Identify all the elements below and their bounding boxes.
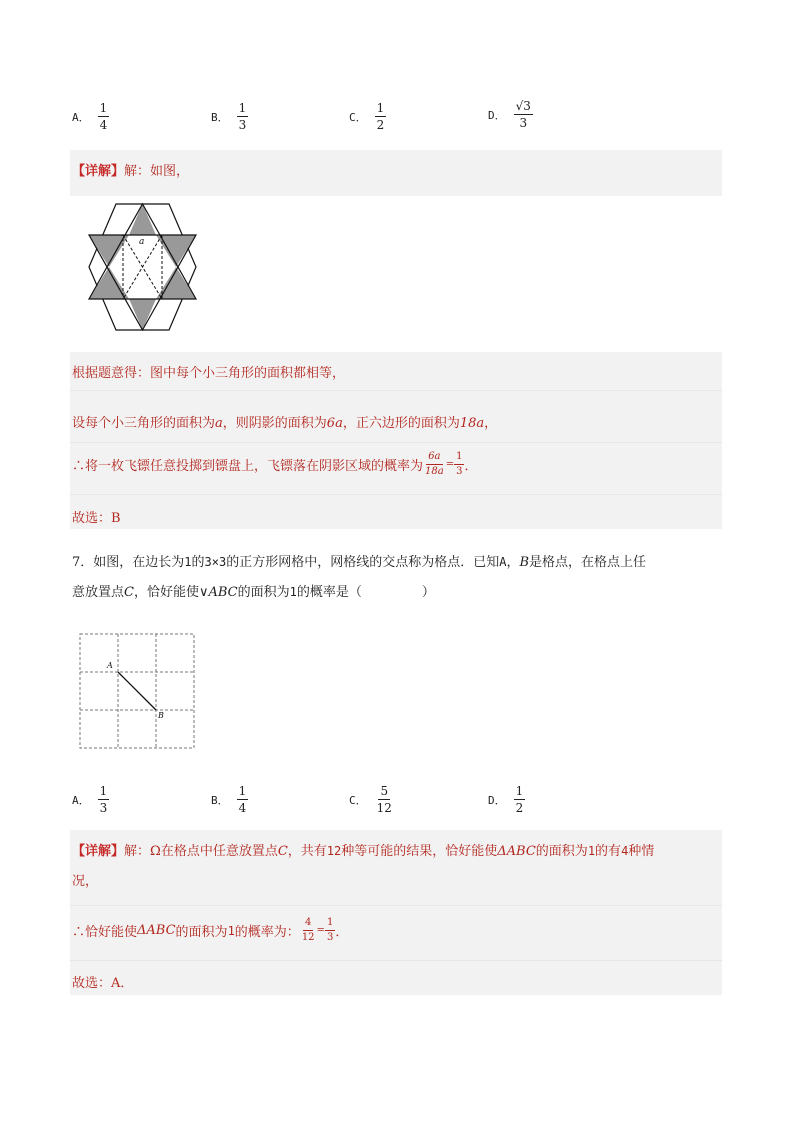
- q6-answer: 故选：B: [72, 511, 121, 526]
- q6-option-a: [72, 102, 109, 131]
- fraction: $\frac{6a}{18a}$: [425, 451, 444, 477]
- option-letter: C．: [349, 793, 367, 807]
- q7-solution-line3: ∴恰好能使 ΔABC 的面积为 1 的概率为： $\frac{4}{12}$ = $\frac{1}{3}$ ．: [72, 917, 349, 943]
- hexagram-figure: [72, 197, 213, 338]
- q6-option-d: [488, 100, 533, 129]
- divider: [70, 494, 722, 495]
- q6-solution-line3: ∴将一枚飞镖任意投掷到镖盘上，飞镖落在阴影区域的概率为 $\frac{6a}{18a}$ = $\frac{1}{3}$ ．: [72, 451, 478, 477]
- q6-solution-line1: 根据题意得：图中每个小三角形的面积都相等，: [72, 366, 346, 381]
- option-letter: B．: [211, 110, 229, 124]
- option-fraction: $\frac{1}{3}$: [238, 101, 247, 132]
- option-fraction: $\frac{1}{4}$: [238, 784, 247, 815]
- solution-tag: 【详解】: [72, 844, 125, 859]
- grid-figure: [78, 632, 196, 750]
- point-label-a: A: [107, 661, 113, 670]
- q7-solution-line2: 况，: [72, 874, 99, 889]
- option-fraction: $\frac{1}{2}$: [515, 784, 524, 815]
- q7-option-a: [72, 785, 109, 814]
- q7-option-d: [488, 785, 525, 814]
- divider: [70, 442, 722, 443]
- option-letter: C．: [349, 110, 367, 124]
- divider: [70, 905, 722, 906]
- q7-answer: 故选：A．: [72, 976, 134, 991]
- option-fraction: $\frac{1}{4}$: [99, 101, 108, 132]
- solution-tag: 【详解】: [72, 164, 125, 179]
- option-fraction: $\frac{1}{3}$: [99, 784, 108, 815]
- option-fraction: $\frac{1}{2}$: [376, 101, 385, 132]
- q6-solution-line2: 设每个小三角形的面积为a，则阴影的面积为6a，正六边形的面积为18a，: [72, 416, 498, 431]
- option-letter: B．: [211, 793, 229, 807]
- option-letter: D．: [488, 108, 506, 122]
- divider: [70, 390, 722, 391]
- q7-solution-line1: 【详解】解：Ω在格点中任意放置点C，共有12种等可能的结果，恰好能使ΔABC的面积为1的有4种情: [72, 844, 655, 859]
- fraction: $\frac{1}{3}$: [326, 917, 334, 943]
- option-letter: A．: [72, 793, 90, 807]
- q7-stem-line2: 意放置点C，恰好能使∨ABC的面积为1的概率是（ ）: [72, 585, 435, 600]
- q6-solution-intro: 【详解】解：如图，: [72, 164, 190, 179]
- q6-option-b: [211, 102, 248, 131]
- figure-label: a: [139, 237, 145, 247]
- fraction: $\frac{4}{12}$: [301, 917, 315, 943]
- q7-stem-line1: 7．如图，在边长为1的3×3的正方形网格中，网格线的交点称为格点．已知A，B是格点，在格点上任: [72, 555, 647, 570]
- option-letter: A．: [72, 110, 90, 124]
- option-letter: D．: [488, 793, 506, 807]
- point-label-b: B: [158, 711, 164, 720]
- divider: [70, 960, 722, 961]
- option-fraction: $\frac{√3}{3}$: [515, 99, 531, 130]
- option-fraction: $\frac{5}{12}$: [376, 784, 392, 815]
- fraction: $\frac{1}{3}$: [456, 451, 463, 477]
- q7-option-b: [211, 785, 248, 814]
- q7-option-c: [349, 785, 394, 814]
- q6-option-c: [349, 102, 386, 131]
